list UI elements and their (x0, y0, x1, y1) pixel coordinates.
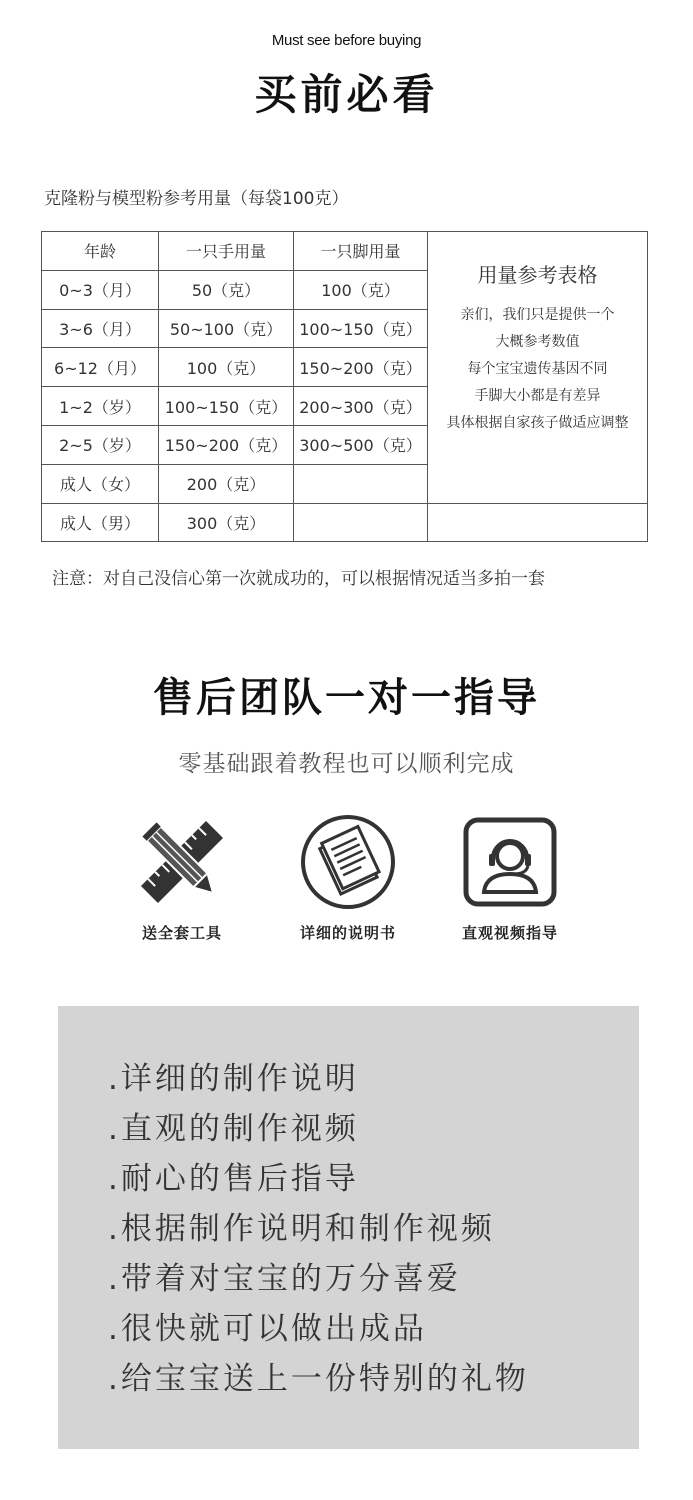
cell-foot: 100~150（克） (294, 309, 428, 348)
cell-age: 成人（男） (42, 503, 159, 542)
usage-table (41, 231, 648, 542)
cell-age: 6~12（月） (42, 348, 159, 387)
cell-foot (294, 503, 428, 542)
service-subtitle: 零基础跟着教程也可以顺利完成 (178, 751, 515, 777)
list-item: .耐心的售后指导 (108, 1161, 359, 1197)
page-title: 买前必看 (254, 70, 439, 119)
note-text: 注意：对自己没信心第一次就成功的，可以根据情况适当多拍一套 (52, 569, 545, 589)
feature-label: 直观视频指导 (461, 924, 558, 942)
cell-hand: 200（克） (159, 464, 294, 503)
table-row (42, 503, 648, 542)
reference-line: 亲们，我们只是提供一个 (460, 307, 615, 324)
feature-video (420, 812, 600, 943)
cell-age: 成人（女） (42, 464, 159, 503)
reference-line: 具体根据自家孩子做适应调整 (446, 415, 629, 432)
header-age: 年龄 (42, 232, 159, 271)
pencil-ruler-icon (132, 812, 232, 912)
cell-hand: 150~200（克） (159, 425, 294, 464)
cell-hand: 100~150（克） (159, 387, 294, 426)
feature-label: 送全套工具 (141, 924, 222, 942)
reference-cell-bottom (428, 503, 648, 542)
cell-age: 3~6（月） (42, 309, 159, 348)
list-item: .详细的制作说明 (108, 1061, 359, 1097)
reference-cell (428, 232, 648, 465)
reference-cell-bottom (428, 464, 648, 503)
benefits-panel (58, 1006, 639, 1449)
header-foot: 一只脚用量 (294, 232, 428, 271)
table-caption: 克隆粉与模型粉参考用量（每袋100克） (44, 189, 349, 209)
header-hand: 一只手用量 (159, 232, 294, 271)
list-item: .直观的制作视频 (108, 1111, 359, 1147)
cell-hand: 100（克） (159, 348, 294, 387)
list-item: .给宝宝送上一份特别的礼物 (108, 1361, 529, 1397)
reference-title: 用量参考表格 (477, 263, 598, 288)
reference-line: 每个宝宝遗传基因不同 (467, 361, 608, 378)
cell-foot: 300~500（克） (294, 425, 428, 464)
feature-tools (92, 812, 272, 943)
cell-foot (294, 464, 428, 503)
cell-age: 0~3（月） (42, 270, 159, 309)
cell-foot: 100（克） (294, 270, 428, 309)
cell-foot: 200~300（克） (294, 387, 428, 426)
headset-support-icon (460, 812, 560, 912)
cell-hand: 300（克） (159, 503, 294, 542)
table-header-row (42, 232, 648, 271)
cell-age: 1~2（岁） (42, 387, 159, 426)
benefits-list (108, 1054, 529, 1404)
reference-line: 手脚大小都是有差异 (474, 388, 601, 405)
header-subtitle-en: Must see before buying (271, 32, 422, 49)
cell-hand: 50（克） (159, 270, 294, 309)
cell-age: 2~5（岁） (42, 425, 159, 464)
table-row (42, 464, 648, 503)
reference-line: 大概参考数值 (495, 334, 580, 351)
list-item: .很快就可以做出成品 (108, 1311, 427, 1347)
cell-foot: 150~200（克） (294, 348, 428, 387)
list-item: .根据制作说明和制作视频 (108, 1211, 495, 1247)
cell-hand: 50~100（克） (159, 309, 294, 348)
service-title: 售后团队一对一指导 (153, 675, 540, 721)
document-icon (298, 812, 398, 912)
feature-label: 详细的说明书 (299, 924, 396, 942)
list-item: .带着对宝宝的万分喜爱 (108, 1261, 461, 1297)
feature-manual (258, 812, 438, 943)
